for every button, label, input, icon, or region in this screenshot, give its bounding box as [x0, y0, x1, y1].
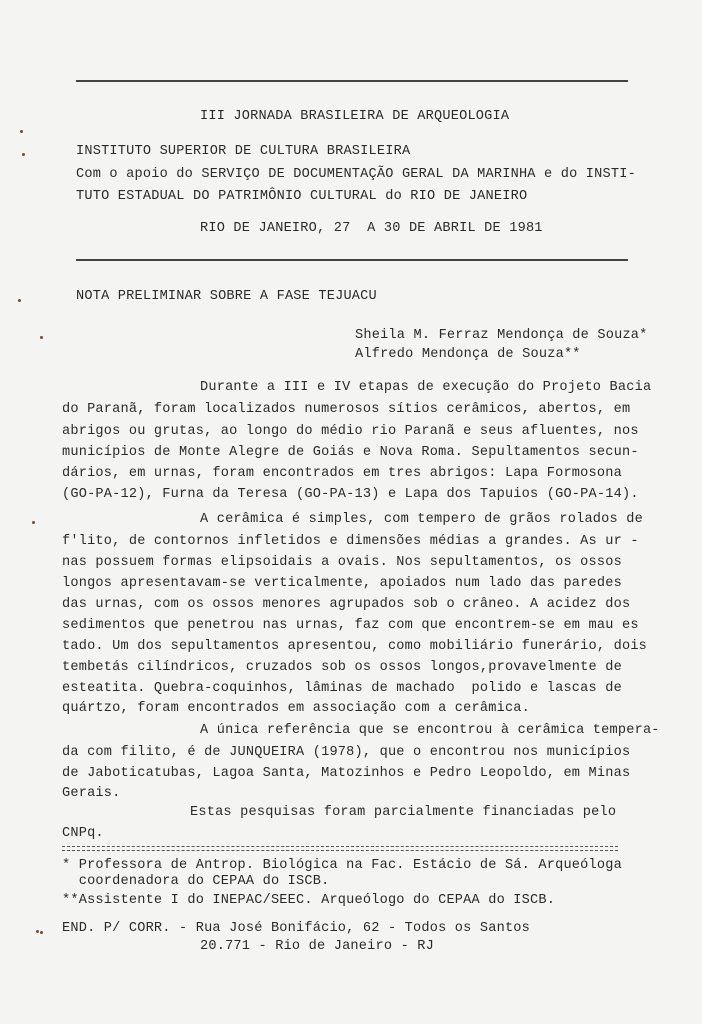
top-double-rule [76, 80, 628, 82]
date-line: RIO DE JANEIRO, 27 A 30 DE ABRIL DE 1981 [200, 221, 543, 236]
body-line: de Jaboticatubas, Lagoa Santa, Matozinhos e Pedro Leopoldo, em Minas [62, 766, 631, 781]
scan-speck [22, 153, 25, 156]
body-line: tembetás cilíndricos, cruzados sob os ossos longos,provavelmente de [62, 660, 622, 675]
body-line: quártzo, foram encontrados em associação com a cerâmica. [62, 701, 531, 716]
body-line: esteatita. Quebra-coquinhos, lâminas de machado polido e lascas de [62, 681, 622, 696]
body-line: das urnas, com os ossos menores agrupados sob o crâneo. A acidez dos [62, 597, 631, 612]
scan-speck [40, 336, 43, 339]
body-line: Durante a III e IV etapas de execução do Projeto Bacia [200, 380, 652, 395]
scan-speck [40, 931, 43, 934]
body-line: longos apresentavam-se verticalmente, apoiados num lado das paredes [62, 576, 622, 591]
body-line: f'lito, de contornos infletidos e dimensões médias a grandes. As ur - [62, 534, 639, 549]
body-line: abrigos ou grutas, ao longo do médio rio Paranã e seus afluentes, nos [62, 424, 639, 439]
body-line: A cerâmica é simples, com tempero de grãos rolados de [200, 512, 643, 527]
footnote-1: * Professora de Antrop. Biológica na Fac. Estácio de Sá. Arqueóloga [62, 858, 622, 873]
support-line-2: TUTO ESTADUAL DO PATRIMÔNIO CULTURAL do RIO DE JANEIRO [76, 189, 528, 204]
body-line: sedimentos que penetrou nas urnas, faz com que encontrem-se em mau es [62, 618, 639, 633]
scan-speck [18, 299, 21, 302]
body-line: tado. Um dos sepultamentos apresentou, como mobiliário funerário, dois [62, 639, 648, 654]
body-line: nas possuem formas elipsoidais a ovais. Nos sepultamentos, os ossos [62, 555, 622, 570]
body-line: da com filito, é de JUNQUEIRA (1978), que o encontrou nos municípios [62, 745, 631, 760]
body-line: A única referência que se encontrou à cerâmica tempera- [200, 723, 660, 738]
body-line: do Paranã, foram localizados numerosos sítios cerâmicos, abertos, em [62, 402, 631, 417]
body-line: (GO-PA-12), Furna da Teresa (GO-PA-13) e Lapa dos Tapuios (GO-PA-14). [62, 487, 639, 502]
body-line: municípios de Monte Alegre de Goiás e Nova Roma. Sepultamentos secun- [62, 445, 639, 460]
paper-title: NOTA PRELIMINAR SOBRE A FASE TEJUACU [76, 289, 377, 304]
author-2: Alfredo Mendonça de Souza** [355, 347, 581, 362]
address-line-1: END. P/ CORR. - Rua José Bonifácio, 62 - Todos os Santos [62, 921, 531, 936]
support-line-1: Com o apoio do SERVIÇO DE DOCUMENTAÇÃO GERAL DA MARINHA e do INSTI- [76, 167, 636, 182]
body-line: Estas pesquisas foram parcialmente financiadas pelo [190, 805, 617, 820]
scan-speck [32, 521, 35, 524]
body-line: Gerais. [62, 786, 121, 801]
footnote-1-cont: coordenadora do CEPAA do ISCB. [62, 874, 330, 889]
scan-speck [36, 930, 39, 933]
address-line-2: 20.771 - Rio de Janeiro - RJ [200, 939, 435, 954]
footnote-separator [62, 846, 618, 851]
body-line: dários, em urnas, foram encontrados em tres abrigos: Lapa Formosona [62, 466, 622, 481]
footnote-2: **Assistente I do INEPAC/SEEC. Arqueólogo do CEPAA do ISCB. [62, 893, 556, 908]
header-bottom-rule [76, 259, 628, 261]
author-1: Sheila M. Ferraz Mendonça de Souza* [355, 328, 648, 343]
institute-line: INSTITUTO SUPERIOR DE CULTURA BRASILEIRA [76, 144, 411, 159]
body-line: CNPq. [62, 826, 104, 841]
event-title: III JORNADA BRASILEIRA DE ARQUEOLOGIA [200, 109, 510, 124]
scan-speck [20, 130, 23, 133]
